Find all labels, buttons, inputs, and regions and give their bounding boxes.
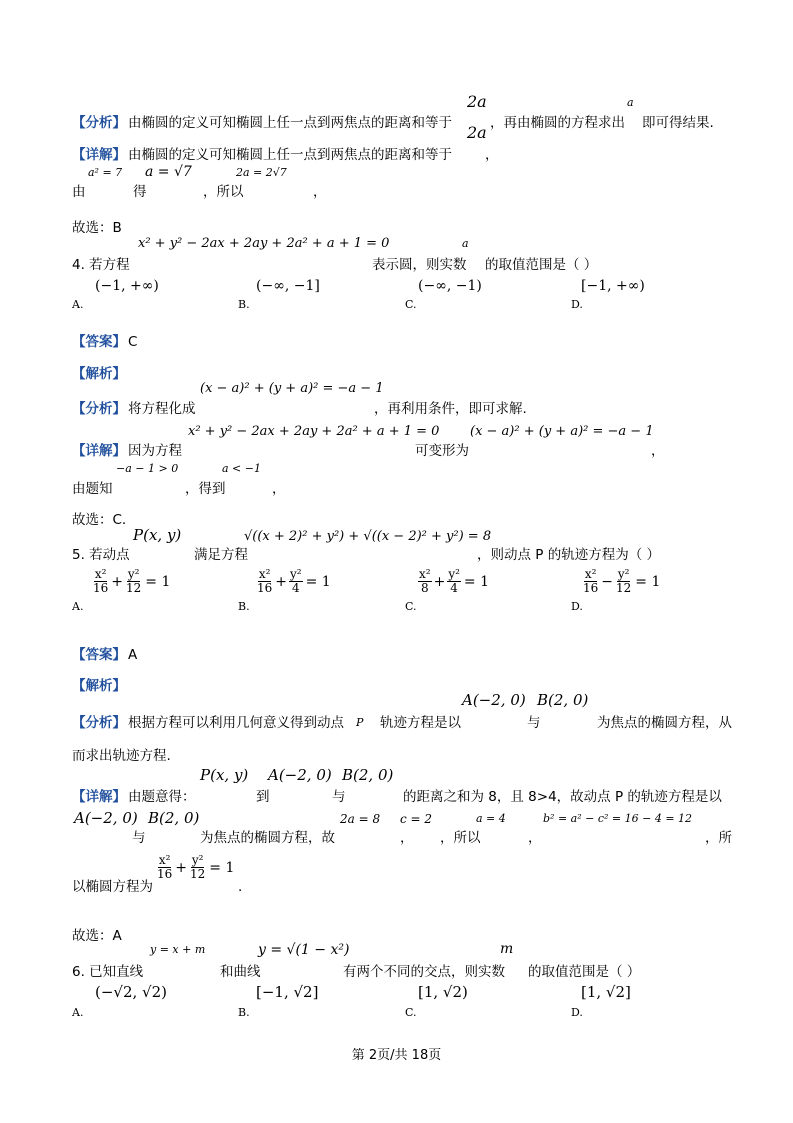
op: + bbox=[175, 859, 188, 876]
q5-l2-eq2: c = 2 bbox=[400, 812, 433, 826]
text-suoyi: ，所以 bbox=[203, 184, 244, 200]
q6-option-a-value: (−√2, √2) bbox=[95, 983, 168, 1001]
q4-answer-line: 故选：C. bbox=[72, 512, 127, 528]
op: + bbox=[433, 573, 446, 590]
op: + bbox=[111, 573, 124, 590]
q5-fx-text2: 轨迹方程是以 bbox=[380, 715, 461, 731]
q5-fx-p: P bbox=[356, 716, 364, 729]
frac-den-2a: 2a bbox=[467, 123, 487, 142]
q5-l3-text: 以椭圆方程为 bbox=[72, 879, 153, 895]
q5-d-frac1 bbox=[582, 568, 599, 595]
num: y² bbox=[617, 567, 630, 581]
q5-option-b-label: B. bbox=[238, 600, 250, 613]
q5-xj-text: 由题意得： bbox=[128, 789, 196, 805]
q6-option-d-label: D. bbox=[571, 1006, 583, 1019]
q5-l2-eq1: 2a = 8 bbox=[340, 812, 381, 826]
q4-answer-tag: 【答案】 bbox=[72, 334, 126, 350]
q5-fx-point-b: B(2, 0) bbox=[537, 691, 589, 709]
analysis-text-3: 即可得结果. bbox=[642, 115, 714, 131]
text-you: 由 bbox=[72, 184, 86, 200]
rhs: = 1 bbox=[463, 573, 489, 590]
q5-xj-dao: 到 bbox=[256, 789, 270, 805]
q5-fx-line2: 而求出轨迹方程. bbox=[72, 748, 171, 764]
q6-line: y = x + m bbox=[150, 943, 206, 956]
rhs: = 1 bbox=[635, 573, 661, 590]
frac-num-2a: 2a bbox=[467, 92, 487, 111]
q5-option-d-label: D. bbox=[571, 600, 583, 613]
q4-text-dedao: ，得到 bbox=[185, 481, 226, 497]
q4-analysis-tag: 【解析】 bbox=[72, 366, 126, 382]
q6-option-b-label: B. bbox=[238, 1006, 250, 1019]
q5-l3-frac1 bbox=[156, 854, 173, 881]
math-a-sqrt7: a = √7 bbox=[145, 164, 192, 180]
num: x² bbox=[584, 567, 597, 581]
q5-option-c bbox=[418, 568, 489, 595]
q4-xj-tag: 【详解】 bbox=[72, 443, 126, 459]
q5-a-frac2 bbox=[125, 568, 142, 595]
q5-d-frac2 bbox=[615, 568, 632, 595]
q4-answer: C bbox=[128, 334, 138, 350]
op: − bbox=[601, 573, 614, 590]
q6-curve: y = √(1 − x²) bbox=[258, 942, 350, 958]
answer-q3: 故选：B bbox=[72, 220, 122, 236]
q5-fx-text3: 为焦点的椭圆方程，从 bbox=[597, 715, 732, 731]
detail-tag: 【详解】 bbox=[72, 147, 126, 163]
text-comma: ， bbox=[313, 184, 327, 200]
q6-stem-pre: 6. 已知直线 bbox=[72, 964, 144, 980]
q6-option-a-label: A. bbox=[72, 1006, 84, 1019]
q4-xj-equation2: (x − a)² + (y + a)² = −a − 1 bbox=[470, 424, 654, 439]
q4-option-c-value: (−∞, −1) bbox=[418, 278, 482, 294]
q5-option-a-label: A. bbox=[72, 600, 84, 613]
q4-xj-text2: 可变形为 bbox=[415, 443, 469, 459]
q6-stem-post: 的取值范围是（ ） bbox=[528, 964, 641, 980]
q5-xj-text2: 的距离之和为 8，且 8>4，故动点 P 的轨迹方程是以 bbox=[403, 789, 722, 805]
den: 8 bbox=[420, 581, 429, 595]
math-2a: 2a = 2√7 bbox=[236, 166, 287, 179]
q4-fx-tag: 【分析】 bbox=[72, 401, 126, 417]
q5-answer-tag: 【答案】 bbox=[72, 647, 126, 663]
analysis-tag: 【分析】 bbox=[72, 115, 126, 131]
den: 16 bbox=[583, 581, 599, 595]
q5-xj-yu: 与 bbox=[332, 789, 346, 805]
q5-stem-post: ，则动点 P 的轨迹方程为（ ） bbox=[477, 547, 661, 563]
den: 4 bbox=[450, 581, 458, 595]
q4-var-a: a bbox=[462, 237, 469, 250]
q5-l2-eq3: a = 4 bbox=[476, 812, 506, 825]
q5-option-c-label: C. bbox=[405, 600, 417, 613]
q5-l2-point-b: B(2, 0) bbox=[148, 809, 200, 827]
num: x² bbox=[158, 853, 171, 867]
q4-option-d-label: D. bbox=[571, 298, 583, 311]
num: y² bbox=[448, 567, 460, 581]
q5-l2-yu: 与 bbox=[132, 830, 146, 846]
q4-stem-post: 的取值范围是（ ） bbox=[485, 257, 598, 273]
q5-fx-point-a: A(−2, 0) bbox=[462, 691, 526, 709]
q4-option-a-label: A. bbox=[72, 298, 84, 311]
q5-answer-line: 故选：A bbox=[72, 928, 122, 944]
q5-b-frac2 bbox=[289, 568, 303, 595]
q5-fx-yu: 与 bbox=[527, 715, 541, 731]
q4-stem-mid: 表示圆，则实数 bbox=[372, 257, 467, 273]
var-a: a bbox=[627, 96, 634, 109]
q4-xj-comma: ， bbox=[651, 443, 665, 459]
q4-xj-equation: x² + y² − 2ax + 2ay + 2a² + a + 1 = 0 bbox=[188, 424, 440, 439]
q6-option-d-value: [1, √2] bbox=[581, 983, 631, 1001]
q5-l3-dot: . bbox=[238, 879, 243, 895]
q4-text-youti: 由题知 bbox=[72, 481, 113, 497]
q6-option-b-value: [−1, √2] bbox=[256, 983, 319, 1001]
q4-cond-1: −a − 1 > 0 bbox=[116, 462, 179, 475]
q5-c-frac2 bbox=[447, 568, 461, 595]
op: + bbox=[275, 573, 288, 590]
den: 12 bbox=[190, 867, 206, 881]
num: y² bbox=[127, 567, 140, 581]
q6-option-c-value: [1, √2) bbox=[418, 983, 468, 1001]
den: 4 bbox=[291, 581, 300, 595]
q5-fx-text: 根据方程可以利用几何意义得到动点 bbox=[128, 715, 344, 731]
q5-equation: √((x + 2)² + y²) + √((x − 2)² + y²) = 8 bbox=[244, 529, 492, 544]
q5-c-frac1 bbox=[418, 568, 432, 595]
analysis-text: 由椭圆的定义可知椭圆上任一点到两焦点的距离和等于 bbox=[128, 115, 452, 131]
den: 16 bbox=[257, 581, 273, 595]
q5-xj-tag: 【详解】 bbox=[72, 789, 126, 805]
den: 16 bbox=[157, 867, 173, 881]
q5-l2-eq4: b² = a² − c² = 16 − 4 = 12 bbox=[543, 812, 693, 825]
q5-stem-mid: 满足方程 bbox=[194, 547, 248, 563]
q5-l2-comma2: ， bbox=[528, 830, 542, 846]
q4-option-c-label: C. bbox=[405, 298, 417, 311]
q4-stem-pre: 4. 若方程 bbox=[72, 257, 130, 273]
q6-option-c-label: C. bbox=[405, 1006, 417, 1019]
q5-l3-ellipse bbox=[156, 854, 234, 881]
q5-xj-point-p: P(x, y) bbox=[200, 766, 249, 784]
q5-stem-pre: 5. 若动点 bbox=[72, 547, 130, 563]
q5-l2-suo: ，所 bbox=[705, 830, 732, 846]
rhs: = 1 bbox=[305, 573, 331, 590]
q6-stem-mid2: 有两个不同的交点，则实数 bbox=[343, 964, 505, 980]
q4-fx-text2: ，再利用条件，即可求解. bbox=[374, 401, 527, 417]
q5-fx-tag: 【分析】 bbox=[72, 715, 126, 731]
q5-option-b bbox=[256, 568, 331, 595]
q5-xj-point-b: B(2, 0) bbox=[342, 766, 394, 784]
num: y² bbox=[290, 567, 302, 581]
q4-xj-text: 因为方程 bbox=[128, 443, 182, 459]
rhs: = 1 bbox=[145, 573, 171, 590]
q4-option-b-value: (−∞, −1] bbox=[256, 278, 320, 294]
detail-comma: ， bbox=[485, 147, 499, 163]
den: 16 bbox=[93, 581, 109, 595]
q5-option-a bbox=[92, 568, 170, 595]
q6-m: m bbox=[500, 941, 514, 957]
q4-option-d-value: [−1, +∞) bbox=[581, 278, 645, 294]
page-footer: 第 2页/共 18页 bbox=[351, 1048, 442, 1063]
q5-b-frac1 bbox=[256, 568, 273, 595]
num: x² bbox=[94, 567, 107, 581]
q5-option-d bbox=[582, 568, 660, 595]
q4-option-b-label: B. bbox=[238, 298, 250, 311]
q5-answer: A bbox=[128, 647, 138, 663]
math-a2-7: a² = 7 bbox=[88, 166, 123, 179]
q4-fx-text: 将方程化成 bbox=[128, 401, 196, 417]
detail-text: 由椭圆的定义可知椭圆上任一点到两焦点的距离和等于 bbox=[128, 147, 452, 163]
q4-text-comma: ， bbox=[272, 481, 286, 497]
rhs: = 1 bbox=[209, 859, 235, 876]
den: 12 bbox=[616, 581, 632, 595]
num: x² bbox=[419, 567, 431, 581]
q5-l2-text: 为焦点的椭圆方程，故 bbox=[200, 830, 335, 846]
num: y² bbox=[191, 853, 204, 867]
q4-fx-equation: (x − a)² + (y + a)² = −a − 1 bbox=[200, 381, 384, 396]
text-de: 得 bbox=[133, 184, 147, 200]
q5-a-frac1 bbox=[92, 568, 109, 595]
q6-stem-mid: 和曲线 bbox=[220, 964, 261, 980]
q5-xj-point-a: A(−2, 0) bbox=[268, 766, 332, 784]
den: 12 bbox=[126, 581, 142, 595]
q4-option-a-value: (−1, +∞) bbox=[95, 278, 159, 294]
num: x² bbox=[258, 567, 271, 581]
q5-l2-point-a: A(−2, 0) bbox=[74, 809, 138, 827]
q4-cond-2: a < −1 bbox=[222, 462, 261, 475]
q5-l2-suoyi: ，所以 bbox=[440, 830, 481, 846]
q5-l2-comma: ， bbox=[400, 830, 414, 846]
q5-l3-frac2 bbox=[189, 854, 206, 881]
q4-equation: x² + y² − 2ax + 2ay + 2a² + a + 1 = 0 bbox=[138, 236, 390, 251]
q5-point-p: P(x, y) bbox=[133, 526, 182, 544]
q5-analysis-tag: 【解析】 bbox=[72, 678, 126, 694]
analysis-text-2: ，再由椭圆的方程求出 bbox=[490, 115, 625, 131]
